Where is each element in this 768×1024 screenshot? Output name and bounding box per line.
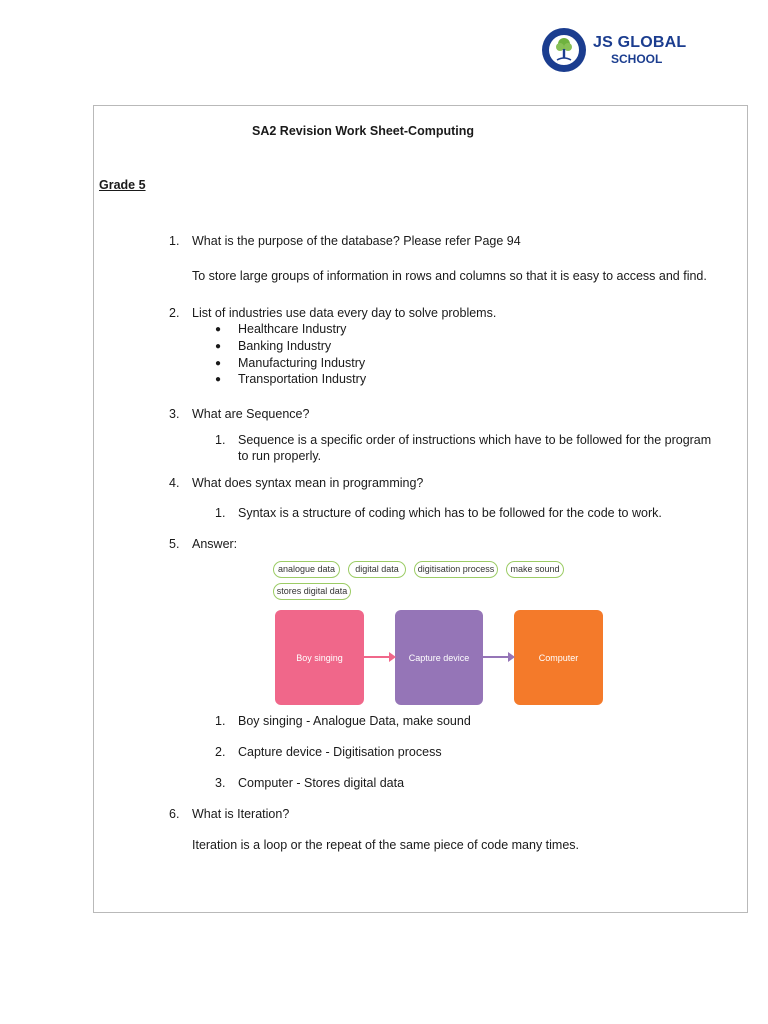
capture-device-box: Capture device bbox=[395, 610, 483, 705]
question-number: 2. bbox=[169, 306, 180, 320]
question-text: What is the purpose of the database? Please refer Page 94 bbox=[192, 234, 521, 248]
question-number: 3. bbox=[169, 407, 180, 421]
sub-number: 1. bbox=[215, 506, 226, 520]
answer-text: To store large groups of information in rows and columns so that it is easy to access and find. bbox=[192, 269, 707, 283]
boy-singing-box: Boy singing bbox=[275, 610, 364, 705]
sub-number: 2. bbox=[215, 745, 226, 759]
school-logo bbox=[541, 26, 686, 74]
question-number: 5. bbox=[169, 537, 180, 551]
answer-text: Boy singing - Analogue Data, make sound bbox=[238, 714, 471, 728]
logo-subtitle: SCHOOL bbox=[611, 52, 663, 66]
word-tag: stores digital data bbox=[273, 583, 351, 600]
bullet-icon: ● bbox=[215, 358, 222, 369]
list-item: Healthcare Industry bbox=[238, 322, 347, 336]
question-text: What are Sequence? bbox=[192, 407, 310, 421]
word-tag: digital data bbox=[348, 561, 406, 578]
question-text: What is Iteration? bbox=[192, 807, 290, 821]
answer-text: Iteration is a loop or the repeat of the same piece of code many times. bbox=[192, 838, 580, 852]
word-tag: digitisation process bbox=[414, 561, 498, 578]
logo-name: JS GLOBAL bbox=[593, 34, 687, 51]
sub-number: 3. bbox=[215, 776, 226, 790]
computer-box: Computer bbox=[514, 610, 603, 705]
question-text: What does syntax mean in programming? bbox=[192, 476, 424, 490]
question-number: 6. bbox=[169, 807, 180, 821]
sub-number: 1. bbox=[215, 433, 226, 447]
list-item: Banking Industry bbox=[238, 339, 332, 353]
list-item: Transportation Industry bbox=[238, 372, 367, 386]
question-text: Answer: bbox=[192, 537, 238, 551]
question-text: List of industries use data every day to solve problems. bbox=[192, 306, 497, 320]
answer-text: Sequence is a specific order of instructions which have to be followed for the program bbox=[238, 433, 712, 447]
bullet-icon: ● bbox=[215, 374, 222, 385]
list-item: Manufacturing Industry bbox=[238, 356, 366, 370]
arrow-right-icon bbox=[363, 651, 397, 663]
answer-text-continued: to run properly. bbox=[238, 449, 322, 463]
answer-text: Syntax is a structure of coding which has to be followed for the code to work. bbox=[238, 506, 662, 520]
grade-label: Grade 5 bbox=[99, 178, 146, 192]
arrow-right-icon bbox=[482, 651, 516, 663]
school-emblem-icon bbox=[541, 27, 587, 73]
bullet-icon: ● bbox=[215, 324, 222, 335]
sub-number: 1. bbox=[215, 714, 226, 728]
word-tag: analogue data bbox=[273, 561, 340, 578]
question-number: 1. bbox=[169, 234, 180, 248]
word-tag: make sound bbox=[506, 561, 564, 578]
question-number: 4. bbox=[169, 476, 180, 490]
worksheet-title: SA2 Revision Work Sheet-Computing bbox=[252, 124, 475, 138]
answer-text: Computer - Stores digital data bbox=[238, 776, 405, 790]
answer-text: Capture device - Digitisation process bbox=[238, 745, 442, 759]
bullet-icon: ● bbox=[215, 341, 222, 352]
